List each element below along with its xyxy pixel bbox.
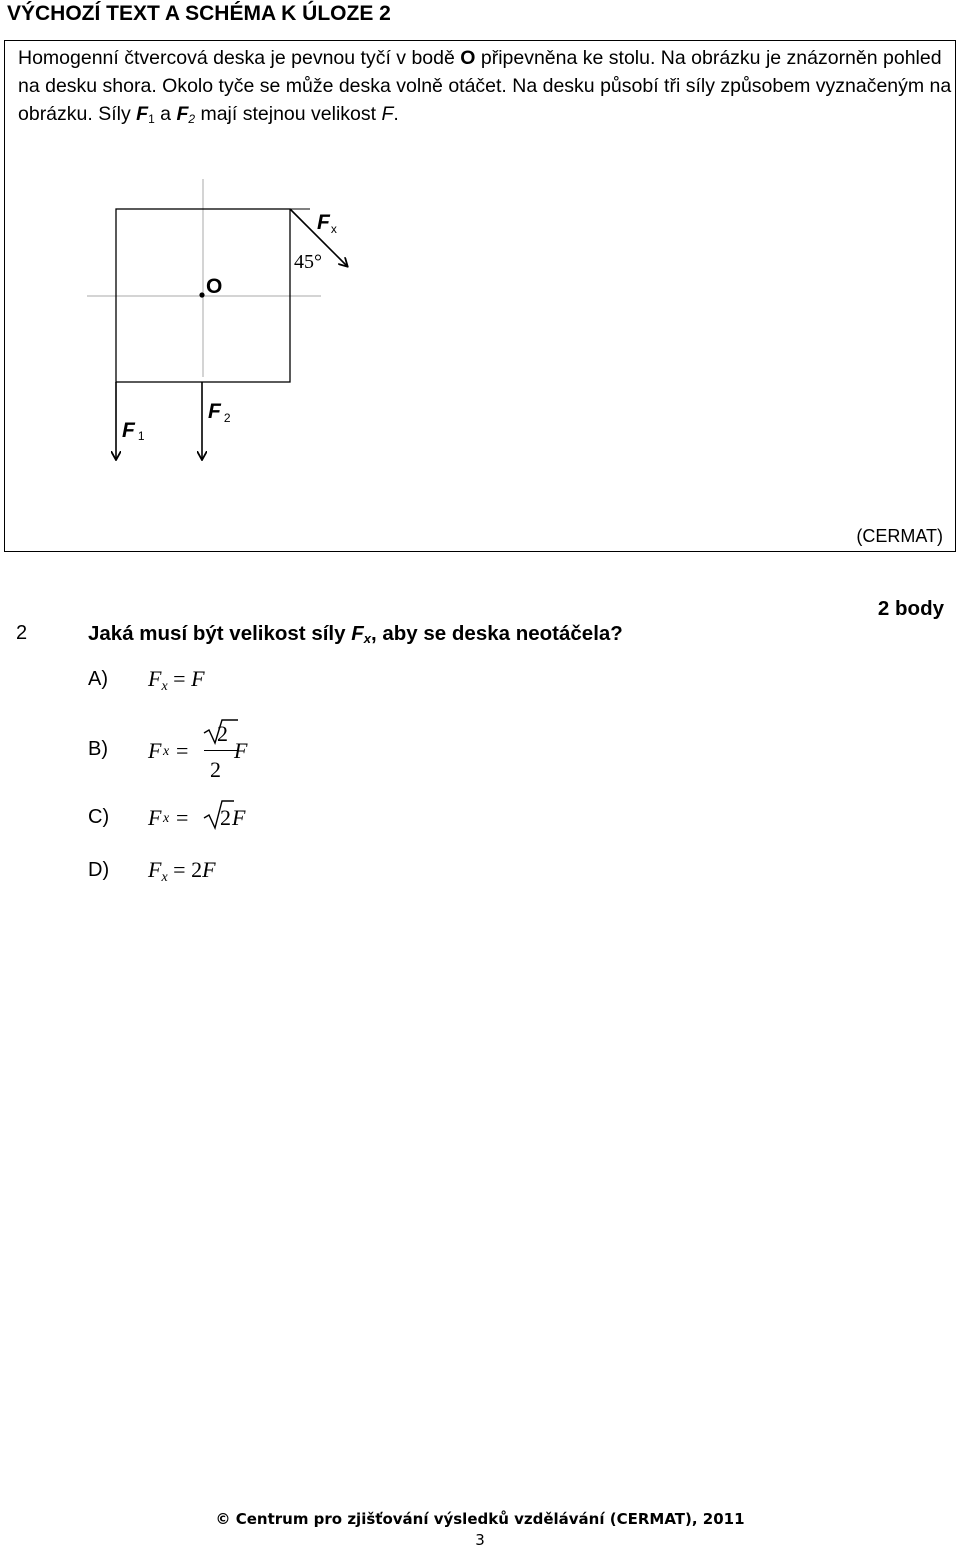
question-text: Jaká musí být velikost síly $F_x$, aby se deska neotáčela? bbox=[88, 622, 623, 646]
option-d-label[interactable]: D) bbox=[88, 859, 110, 881]
force-diagram bbox=[5, 41, 955, 551]
angle-label: 45° bbox=[294, 251, 322, 273]
source-label: (CERMAT) bbox=[856, 526, 943, 546]
option-a-label[interactable]: A) bbox=[88, 668, 108, 690]
f1-label: F 1 bbox=[122, 419, 145, 443]
pivot-label: O bbox=[206, 275, 223, 298]
intro-text: Homogenní čtvercová deska je pevnou tyčí v bodě O připevněna ke stolu. Na obrázku je znázorněn pohled na desku shora. Okolo tyče se může deska volně otáčet. Na desku působí tři síly způsobem vyznačeným na obrázku. Síly $F_1$ a $F_2$ mají stejnou velikost F. bbox=[18, 47, 952, 126]
option-c-formula[interactable]: F x = 2 F bbox=[148, 796, 288, 836]
pivot-point bbox=[199, 292, 204, 297]
footer-copyright: © Centrum pro zjišťování výsledků vzdělávání (CERMAT), 2011 bbox=[215, 1510, 745, 1528]
option-a-formula[interactable]: $F_x = F$ bbox=[148, 666, 205, 694]
fraction-bar bbox=[204, 750, 238, 751]
section-heading: VÝCHOZÍ TEXT A SCHÉMA K ÚLOZE 2 bbox=[7, 2, 391, 25]
f2-label: F 2 bbox=[208, 400, 231, 425]
option-b-formula[interactable]: F x = 2 2 F bbox=[148, 716, 288, 786]
question-number: 2 bbox=[16, 622, 28, 644]
fx-label: Fx bbox=[317, 211, 337, 236]
option-b-label[interactable]: B) bbox=[88, 738, 108, 760]
option-c-label[interactable]: C) bbox=[88, 806, 110, 828]
option-d-formula[interactable]: $F_x = 2F$ bbox=[148, 857, 216, 885]
points-label: 2 body bbox=[877, 597, 944, 620]
page-number: 3 bbox=[475, 1531, 485, 1549]
task-box bbox=[4, 40, 956, 552]
